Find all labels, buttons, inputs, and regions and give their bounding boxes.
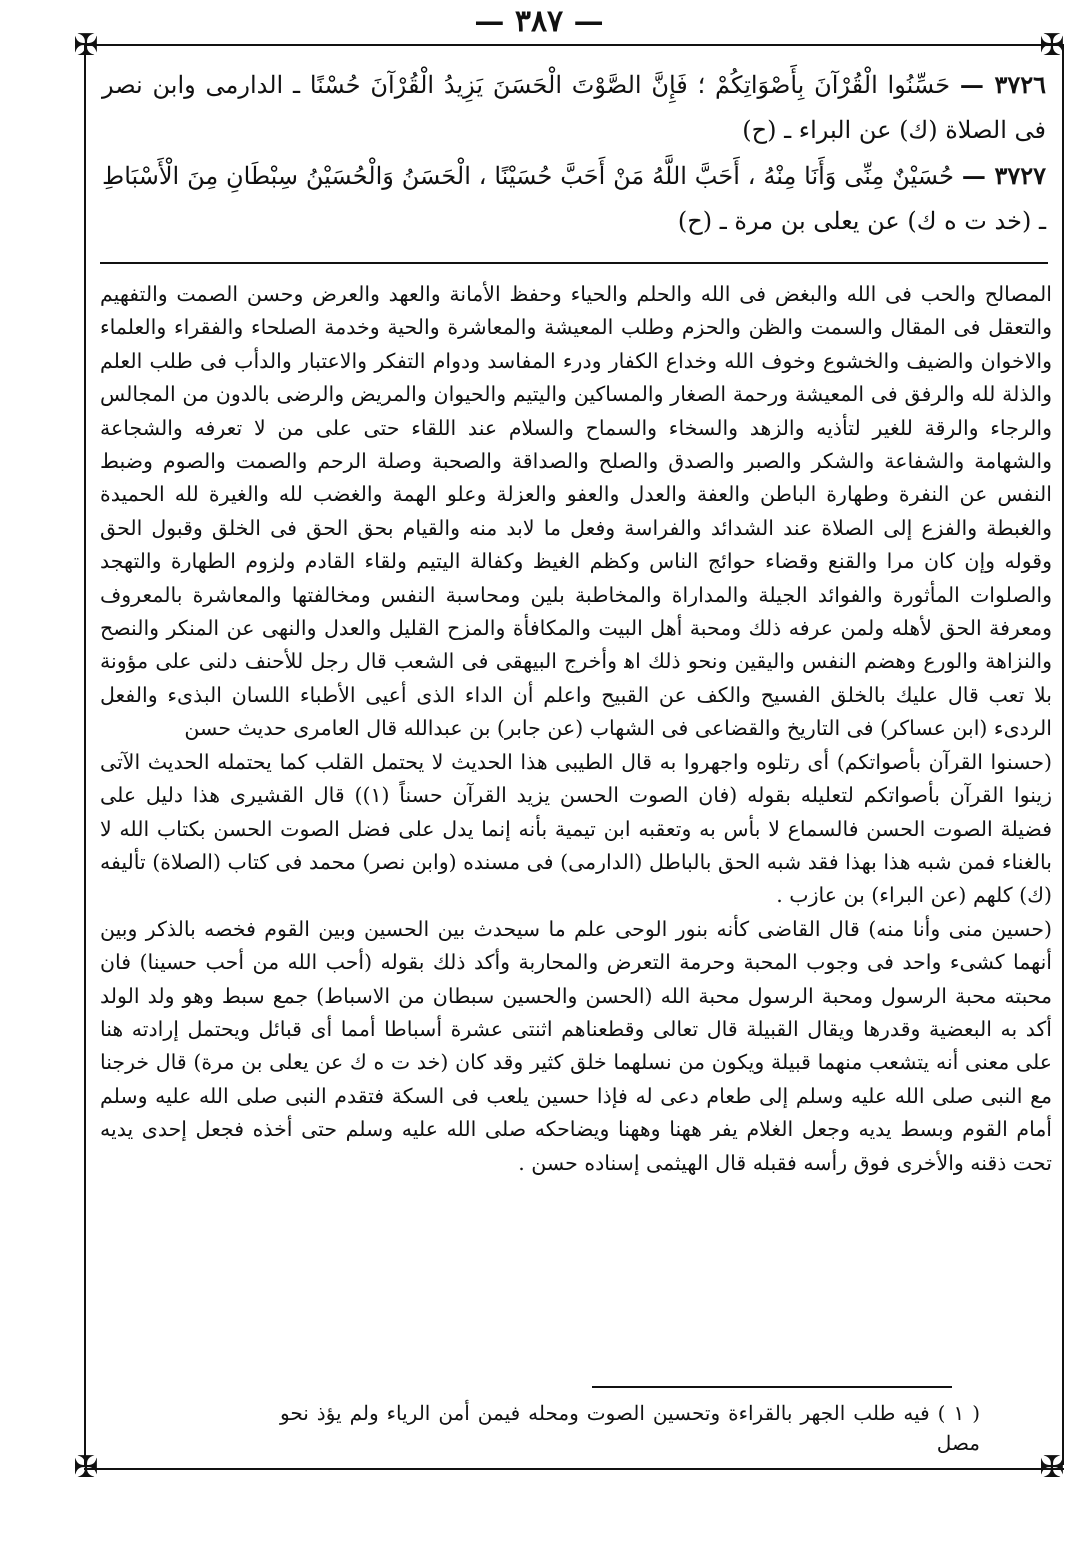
left-border-rule	[84, 45, 86, 1465]
footnote-separator	[592, 1386, 952, 1388]
hadith-number: ٣٧٢٦ —	[959, 70, 1047, 99]
hadith-entry	[102, 153, 1046, 244]
hadith-section	[102, 62, 1046, 244]
corner-ornament-icon: ✠	[73, 1450, 99, 1485]
commentary-paragraph: (حسنوا القرآن بأصواتكم) أى رتلوه واجهروا به قال الطيبى هذا الحديث لا يحتمل القلب كما يحتمله الحديث الآتى زينوا القرآن بأصواتكم لتعليله بقوله (فان الصوت الحسن يزيد القرآن حسناً (١)) قال القشيرى هذا دليل على فضيلة الصوت الحسن فالسماع لا بأس به وتعقبه ابن تيمية بأنه إنما يدل على فضل الصوت الحسن بكتاب الله لا بالغناء فمن شبه هذا بهذا فقد شبه الحق بالباطل (الدارمى) فى مسنده (وابن نصر) محمد فى كتاب (الصلاة) تأليفه (ك) كلهم (عن البراء) بن عازب .	[100, 749, 1052, 908]
commentary-paragraph: (حسين منى وأنا منه) قال القاضى كأنه بنور الوحى علم ما سيحدث بين الحسين وبين القوم فخصه بالذكر وبين أنهما كشىء واحد فى وجوب المحبة وحرمة التعرض والمحاربة وأكد ذلك بقوله (أحب الله من أحب حسينا) فان محبته محبة الرسول ومحبة الرسول محبة الله (الحسن والحسين سبطان من الاسباط) جمع سبط وهو ولد الولد أكد به البعضية وقدرها ويقال القبيلة قال تعالى وقطعناهم اثنتى عشرة أسباطا أمما أى قبائل ويحتمل إرادته هنا على معنى أنه يتشعب منهما قبيلة ويكون من نسلهما خلق كثير وقد كان (خد ت ه ك عن يعلى بن مرة) قال خرجنا مع النبى صلى الله عليه وسلم إلى طعام دعى له فإذا حسين يلعب فى السكة فتقدم النبى صلى الله عليه وسلم أمام القوم وبسط يديه وجعل الغلام يفر ههنا وههنا ويضاحكه صلى الله عليه وسلم حتى أخذه فجعل إحدى يديه تحت ذقنه والأخرى فوق رأسه فقبله قال الهيثمى إسناده حسن .	[100, 916, 1052, 1175]
right-border-rule	[1062, 45, 1064, 1465]
page-number: — ٣٨٧ —	[474, 4, 604, 39]
hadith-text: حُسَيْنٌ مِنِّى وَأَنَا مِنْهُ ، أَحَبَّ اللَّهُ مَنْ أَحَبَّ حُسَيْنًا ، الْحَسَنُ وَالْحُسَيْنُ سِبْطَانِ مِنَ الْأَسْبَاطِ ـ (خد ت ه ك) عن يعلى بن مرة ـ (ح)	[102, 162, 1046, 235]
hadith-entry	[102, 62, 1046, 153]
footnote: ( ١ ) فيه طلب الجهر بالقراءة وتحسين الصوت ومحله فيمن أمن الرياء ولم يؤذ نحو مصل	[280, 1401, 980, 1455]
bottom-border-rule	[84, 1468, 1064, 1470]
commentary-paragraph: المصالح والحب فى الله والبغض فى الله والحلم والحياء وحفظ الأمانة والعهد والعرض وحسن الصمت والتفهيم والتعقل فى المقال والسمت والظن والحزم وطلب المعيشة والمعاشرة والحية وخدمة الصلحاء والفقراء والعلماء والاخوان والضيف والخشوع وخوف الله وخداع الكفار ودرء المفاسد ودوام التفكر والاعتبار والدأب فى طلب العلم والذلة لله والرفق فى المعيشة ورحمة الصغار والمساكين واليتيم والحيوان والمريض والرضى بالدون من المجالس والرجاء والرقة للغير لتأذيه والزهد والسخاء والسماح والسلام عند اللقاء حتى على من لا تعرفه والشجاعة والشهامة والشفاعة والشكر والصبر والصدق والصلح والصداقة والصحبة وصلة الرحم والصمت والصوم وضبط النفس عن النفرة وطهارة الباطن والعفة والعدل والعفو والعزلة وعلو الهمة والغضب لله والغيرة لله الحميدة والغبطة والفزع إلى الصلاة عند الشدائد والفراسة وفعل ما لابد منه والقيام بحق الحق فى الخلق وقبول الحق وقوله وإن كان مرا والقنع وقضاء حوائج الناس وكظم الغيظ وكفالة اليتيم ولقاء القادم ولزوم الطهارة والتهجد والصلوات المأثورة والفوائد الجيلة والمداراة والمخاطبة بلين ومحاسبة النفس ومخالفتها والمعاشرة بالمعروف ومعرفة الحق لأهله ولمن عرفه ذلك ومحبة أهل البيت والمكافأة والمزح القليل والعدل والنهى عن المنكر والنصح والنزاهة والورع وهضم النفس واليقين ونحو ذلك اﻫ وأخرج البيهقى فى الشعب قال رجل للأحنف دلنى على مؤونة بلا تعب قال عليك بالخلق الفسيح والكف عن القبيح واعلم أن الداء الذى أعيى الأطباء اللسان البذىء والفعل الردىء (ابن عساكر) فى التاريخ والقضاعى فى الشهاب (عن جابر) بن عبدالله قال العامرى حديث حسن	[100, 282, 1052, 741]
commentary-section	[100, 278, 1052, 1180]
corner-ornament-icon: ✠	[1039, 28, 1065, 63]
section-separator	[100, 262, 1048, 264]
hadith-text: حَسِّنُوا الْقُرْآنَ بِأَصْوَاتِكُمْ ؛ فَإِنَّ الصَّوْتَ الْحَسَنَ يَزِيدُ الْقُرْآنَ حُسْنًا ـ الدارمى وابن نصر فى الصلاة (ك) عن البراء ـ (ح)	[102, 71, 1046, 144]
hadith-number: ٣٧٢٧ —	[961, 161, 1046, 190]
corner-ornament-icon: ✠	[1039, 1450, 1065, 1485]
top-border-rule	[84, 44, 1064, 46]
corner-ornament-icon: ✠	[73, 28, 99, 63]
